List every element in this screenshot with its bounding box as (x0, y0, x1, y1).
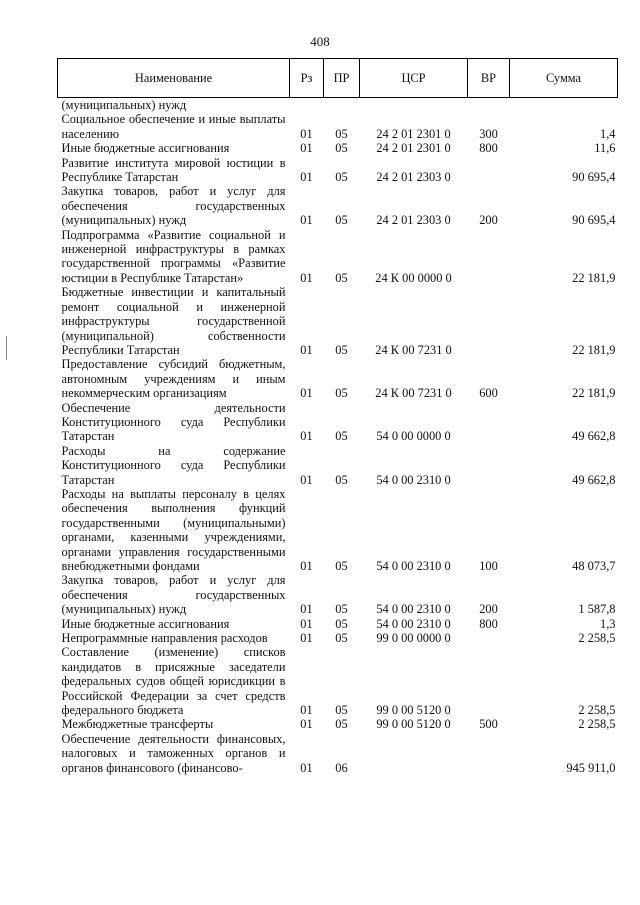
row-sum: 1,4 (600, 126, 616, 141)
table-row (58, 645, 618, 717)
row-name: Составление (изменение) списков кандидатов в присяжные заседатели федеральных судов общей юрисдикции в Российской Федерации за счет средств федерального бюджета (61, 645, 286, 718)
row-sum: 90 695,4 (572, 170, 616, 185)
table-row (58, 285, 618, 357)
table-body (58, 98, 618, 776)
row-name: Обеспечение деятельности финансовых, налоговых и таможенных органов и органов финансового (финансово- (61, 731, 286, 775)
row-sum: 945 911,0 (566, 760, 616, 775)
row-sum: 1,3 (600, 616, 616, 631)
row-pr (324, 98, 360, 113)
table-row (58, 617, 618, 631)
row-sum: 49 662,8 (572, 472, 616, 487)
row-sum: 1 587,8 (578, 602, 616, 617)
table-row (58, 228, 618, 286)
row-sum: 90 695,4 (572, 213, 616, 228)
row-vr (468, 732, 510, 775)
row-pr: 05 (335, 472, 348, 487)
row-sum: 11,6 (594, 141, 616, 156)
row-name: Закупка товаров, работ и услуг для обеспечения государственных (муниципальных) нужд (61, 184, 286, 228)
row-vr (468, 98, 510, 113)
row-csr: 99 0 00 0000 0 (376, 631, 451, 646)
row-rz: 01 (300, 126, 313, 141)
row-rz: 01 (300, 270, 313, 285)
page-number: 408 (310, 34, 330, 49)
row-sum (510, 98, 618, 113)
row-vr: 500 (479, 717, 498, 732)
row-pr: 05 (335, 703, 348, 718)
row-pr: 05 (335, 631, 348, 646)
row-rz: 01 (300, 342, 313, 357)
row-csr (360, 98, 468, 113)
row-sum: 49 662,8 (572, 429, 616, 444)
row-csr: 99 0 00 5120 0 (376, 717, 451, 732)
row-rz: 01 (300, 602, 313, 617)
row-csr: 24 2 01 2301 0 (376, 141, 451, 156)
row-rz: 01 (300, 386, 313, 401)
row-pr: 05 (335, 126, 348, 141)
row-name: Бюджетные инвестиции и капитальный ремонт социальной и инженерной инфраструктуры государственной (муниципальной) собственности Республики Татарстан (61, 285, 286, 357)
table-row (58, 141, 618, 155)
row-pr: 05 (335, 270, 348, 285)
row-pr: 05 (335, 616, 348, 631)
row-name: Развитие института мировой юстиции в Республике Татарстан (61, 155, 286, 185)
row-vr: 200 (479, 213, 498, 228)
header-csr: ЦСР (360, 59, 468, 98)
row-name: Расходы на содержание Конституционного суда Республики Татарстан (61, 443, 286, 487)
row-rz: 01 (300, 717, 313, 732)
table-row (58, 732, 618, 775)
header-name: Наименование (58, 59, 290, 98)
budget-table (57, 58, 618, 775)
row-csr: 24 2 01 2301 0 (376, 126, 451, 141)
row-vr: 100 (479, 559, 498, 573)
row-pr: 06 (335, 760, 348, 775)
row-csr: 24 К 00 7231 0 (375, 386, 452, 401)
row-sum: 22 181,9 (572, 342, 616, 357)
row-pr: 05 (335, 170, 348, 185)
row-csr: 24 2 01 2303 0 (376, 213, 451, 228)
row-vr: 600 (479, 386, 498, 401)
row-rz: 01 (300, 429, 313, 444)
row-name: Расходы на выплаты персоналу в целях обеспечения выполнения функций государственными (муниципальными) органами, казенными учреждениями, органами управления государственными внебюджетными фондами (61, 486, 286, 573)
row-sum: 48 073,7 (572, 559, 616, 573)
row-name: Предоставление субсидий бюджетным, автономным учреждениям и иным некоммерческим организациям (61, 357, 286, 401)
row-name: Межбюджетные трансферты (61, 717, 214, 732)
row-csr (360, 732, 468, 775)
row-sum: 22 181,9 (572, 270, 616, 285)
row-sum: 2 258,5 (578, 631, 616, 646)
header-rz: Рз (290, 59, 324, 98)
row-vr: 800 (479, 616, 498, 631)
row-name: Обеспечение деятельности Конституционного суда Республики Татарстан (61, 400, 286, 444)
row-pr: 05 (335, 213, 348, 228)
row-pr: 05 (335, 717, 348, 732)
row-rz (290, 98, 324, 113)
row-csr: 24 К 00 7231 0 (375, 342, 452, 357)
row-name: Иные бюджетные ассигнования (61, 616, 230, 631)
table-row (58, 357, 618, 400)
row-csr: 24 К 00 0000 0 (375, 270, 452, 285)
row-sum: 22 181,9 (572, 386, 616, 401)
row-name: Непрограммные направления расходов (61, 631, 268, 646)
row-vr (468, 444, 510, 487)
margin-mark (6, 336, 7, 360)
header-sum: Сумма (510, 59, 618, 98)
row-sum: 2 258,5 (578, 717, 616, 732)
header-vr: ВР (468, 59, 510, 98)
row-csr: 24 2 01 2303 0 (376, 170, 451, 185)
row-pr: 05 (335, 141, 348, 156)
row-vr (468, 228, 510, 286)
table-header-row (58, 59, 618, 98)
row-vr: 200 (479, 602, 498, 617)
table-row (58, 444, 618, 487)
row-pr: 05 (335, 559, 348, 573)
row-csr: 54 0 00 2310 0 (376, 602, 451, 617)
row-rz: 01 (300, 703, 313, 718)
row-pr: 05 (335, 602, 348, 617)
table-row (58, 573, 618, 616)
table-row (58, 112, 618, 141)
row-vr: 800 (479, 141, 498, 156)
row-csr: 99 0 00 5120 0 (376, 703, 451, 718)
row-rz: 01 (300, 213, 313, 228)
row-pr: 05 (335, 342, 348, 357)
row-sum: 2 258,5 (578, 703, 616, 718)
table-row (58, 156, 618, 185)
row-pr: 05 (335, 429, 348, 444)
row-vr (468, 285, 510, 357)
row-csr: 54 0 00 2310 0 (376, 616, 451, 631)
row-name: Социальное обеспечение и иные выплаты населению (61, 112, 286, 141)
row-rz: 01 (300, 631, 313, 646)
row-vr (468, 631, 510, 645)
table-row (58, 184, 618, 227)
row-rz: 01 (300, 472, 313, 487)
row-rz: 01 (300, 141, 313, 156)
row-rz: 01 (300, 559, 313, 573)
table-row (58, 98, 618, 113)
row-vr (468, 645, 510, 717)
row-vr (468, 156, 510, 185)
table-row (58, 487, 618, 573)
row-name: Закупка товаров, работ и услуг для обеспечения государственных (муниципальных) нужд (61, 573, 286, 617)
header-pr: ПР (324, 59, 360, 98)
row-csr: 54 0 00 0000 0 (376, 429, 451, 444)
row-rz: 01 (300, 170, 313, 185)
row-vr: 300 (479, 126, 498, 141)
row-name: Иные бюджетные ассигнования (61, 141, 230, 156)
row-name: Подпрограмма «Развитие социальной и инженерной инфраструктуры в рамках государственной программы «Развитие юстиции в Республике Татарстан» (61, 227, 286, 285)
row-rz: 01 (300, 760, 313, 775)
table-row (58, 401, 618, 444)
table-row (58, 631, 618, 645)
row-pr: 05 (335, 386, 348, 401)
row-name: (муниципальных) нужд (61, 98, 187, 112)
row-csr: 54 0 00 2310 0 (376, 472, 451, 487)
table-row (58, 717, 618, 731)
row-vr (468, 401, 510, 444)
row-csr: 54 0 00 2310 0 (376, 559, 451, 573)
row-rz: 01 (300, 616, 313, 631)
